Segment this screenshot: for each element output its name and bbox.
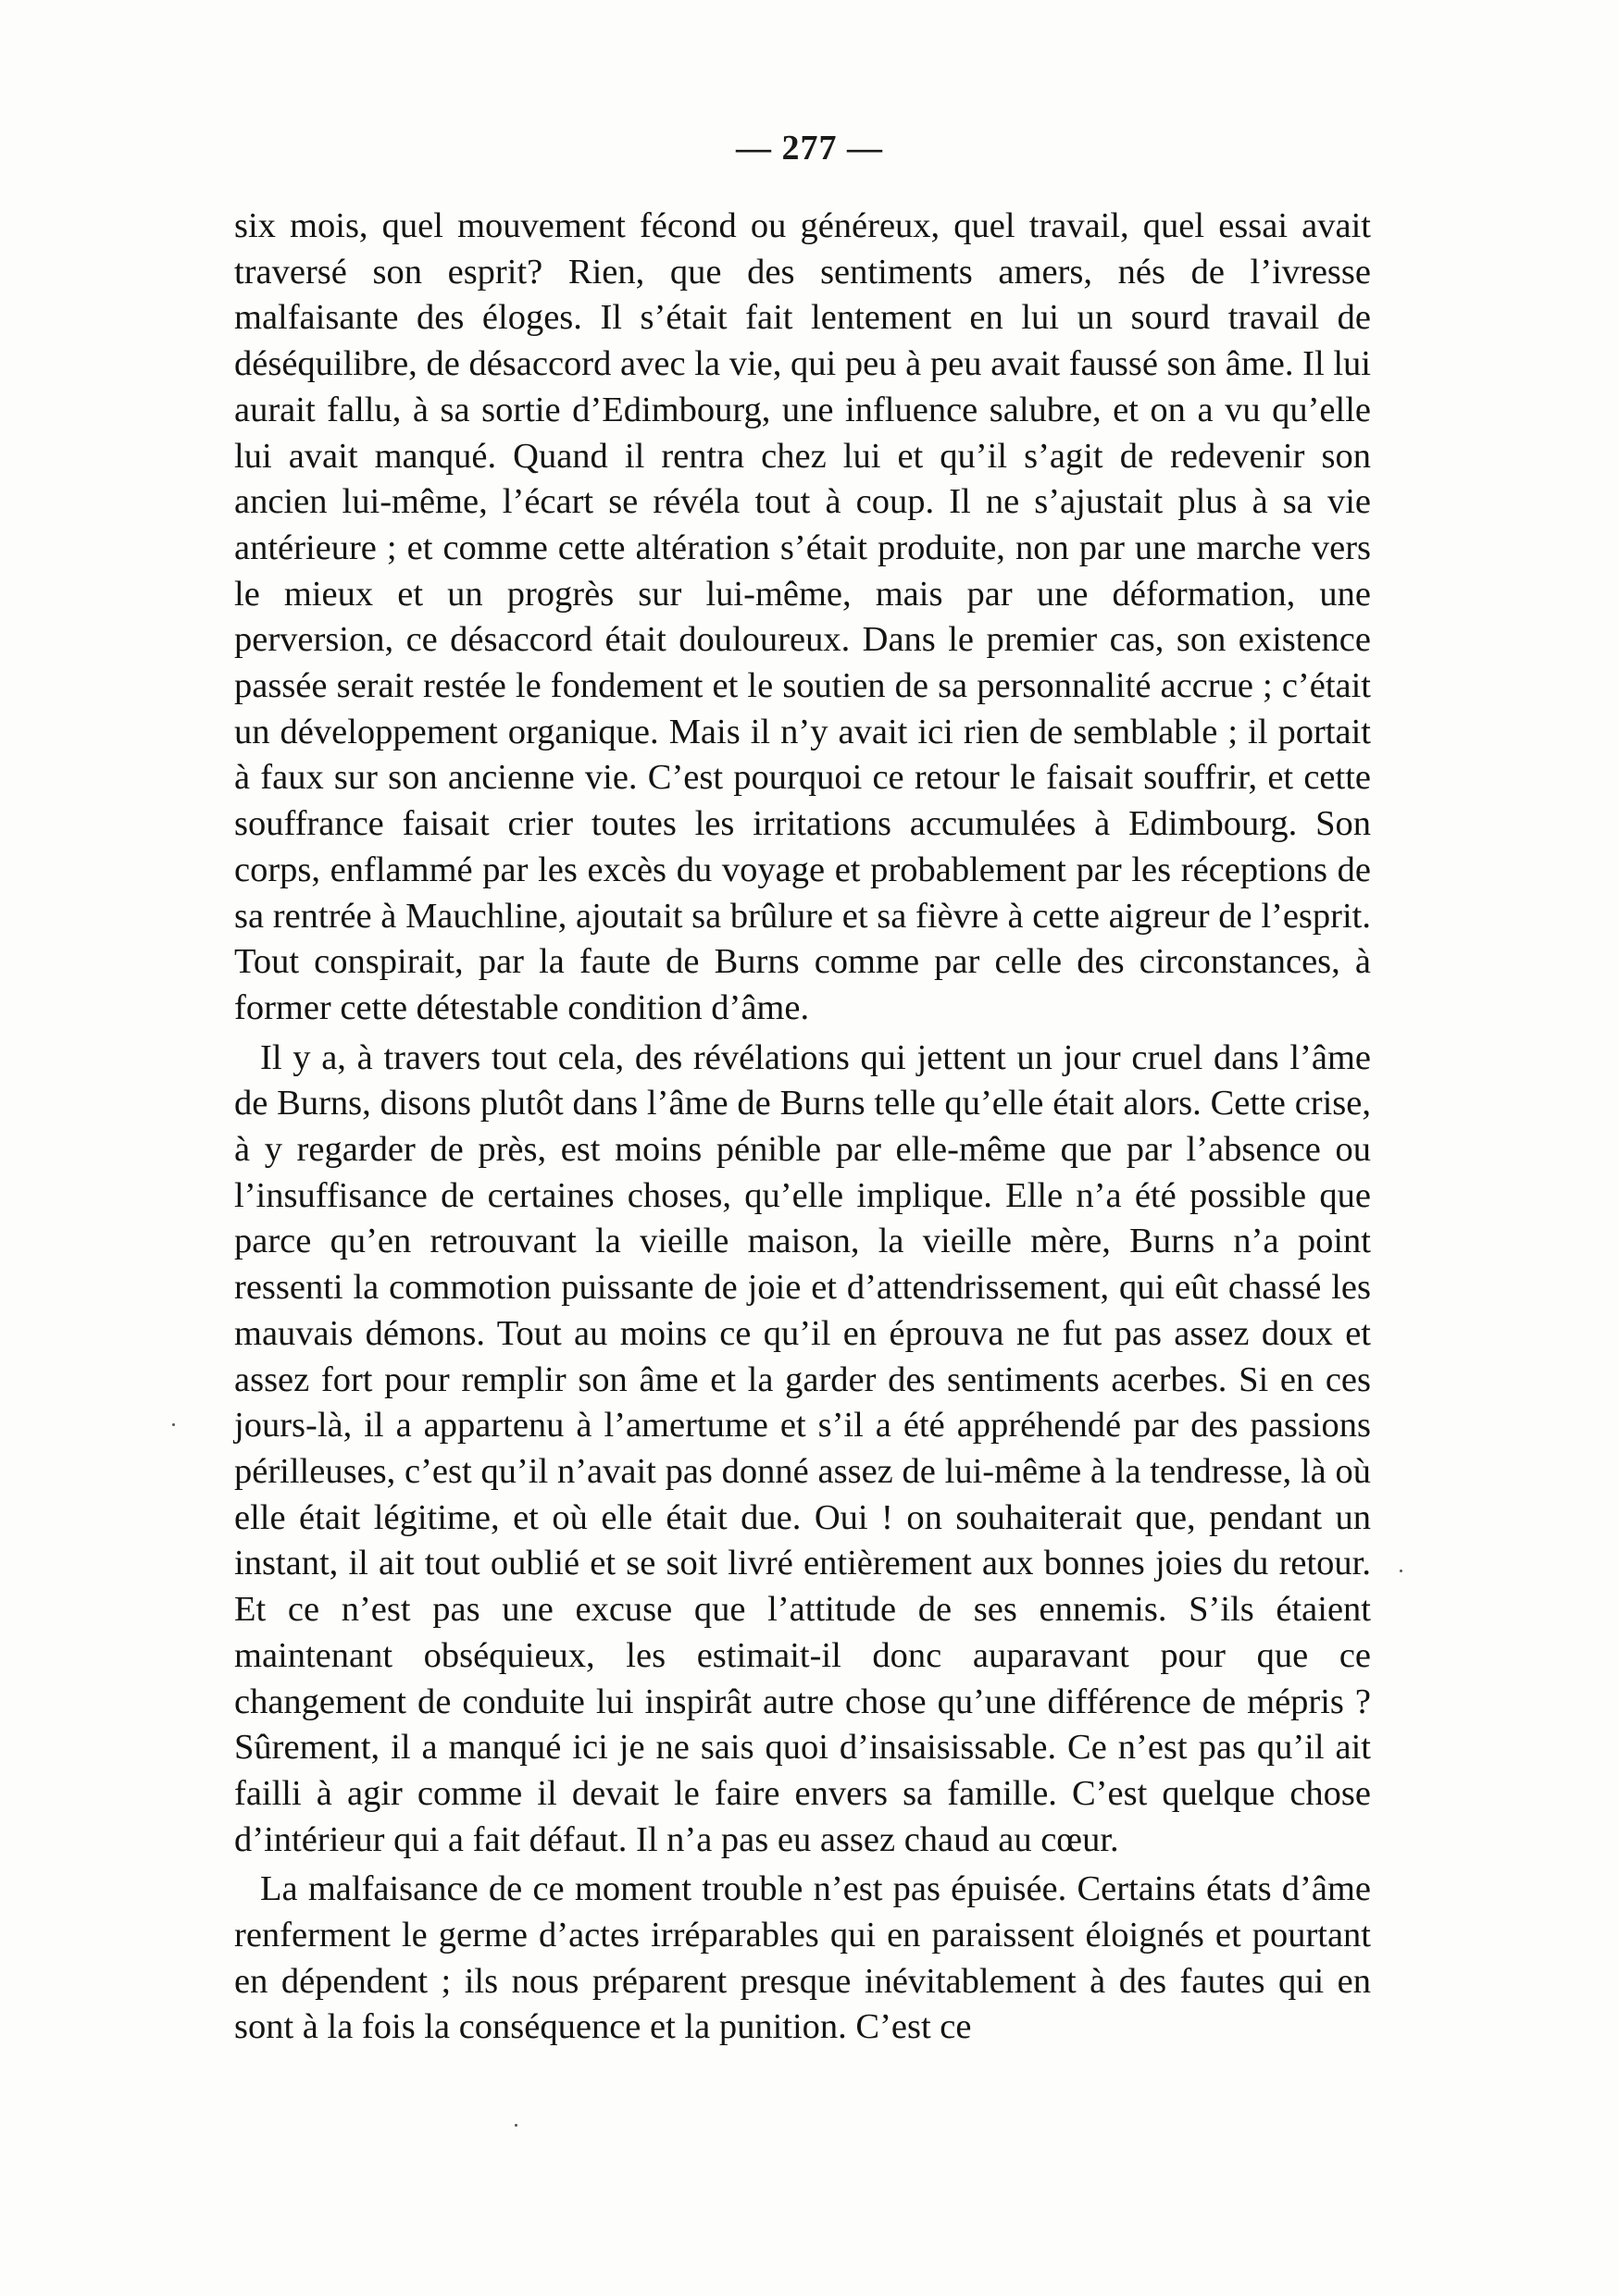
- page-number: — 277 —: [736, 129, 883, 168]
- paragraph-2: Il y a, à travers tout cela, des révélations qui jettent un jour cruel dans l’âme de Burns, disons plutôt dans l’âme de Burns telle qu’elle était alors. Cette crise, à y regarder de près, est moins pénible par elle-même que par l’absence ou l’insuffisance de certaines choses, qu’elle implique. Elle n’a été possible que parce qu’en retrouvant la vieille maison, la vieille mère, Burns n’a point ressenti la commotion puissante de joie et d’attendrissement, qui eût chassé les mauvais démons. Tout au moins ce qu’il en éprouva ne fut pas assez doux et assez fort pour remplir son âme et la garder des sentiments acerbes. Si en ces jours-là, il a appartenu à l’amertume et s’il a été appréhendé par des passions périlleuses, c’est qu’il n’avait pas donné assez de lui-même à la tendresse, là où elle était légitime, et où elle était due. Oui ! on souhaiterait que, pendant un instant, il ait tout oublié et se soit livré entièrement aux bonnes joies du retour. Et ce n’est pas une excuse que l’attitude de ses ennemis. S’ils étaient maintenant obséquieux, les estimait-il donc auparavant pour que ce changement de conduite lui inspirât autre chose qu’une différence de mépris ? Sûrement, il a manqué ici je ne sais quoi d’insaisissable. Ce n’est pas qu’il ait failli à agir comme il devait le faire envers sa famille. C’est quelque chose d’intérieur qui a fait défaut. Il n’a pas eu assez chaud au cœur.: [234, 1037, 1371, 1859]
- paragraph-1: six mois, quel mouvement fécond ou généreux, quel travail, quel essai avait traversé son esprit? Rien, que des sentiments amers, nés de l’ivresse malfaisante des éloges. Il s’était fait lentement en lui un sourd travail de déséquilibre, de désaccord avec la vie, qui peu à peu avait faussé son âme. Il lui aurait fallu, à sa sortie d’Edimbourg, une influence salubre, et on a vu qu’elle lui avait manqué. Quand il rentra chez lui et qu’il s’agit de redevenir son ancien lui-même, l’écart se révéla tout à coup. Il ne s’ajustait plus à sa vie antérieure ; et comme cette altération s’était produite, non par une marche vers le mieux et un progrès sur lui-même, mais par une déformation, une perversion, ce désaccord était douloureux. Dans le premier cas, son existence passée serait restée le fondement et le soutien de sa personnalité accrue ; c’était un développement organique. Mais il n’y avait ici rien de semblable ; il portait à faux sur son ancienne vie. C’est pourquoi ce retour le faisait souffrir, et cette souffrance faisait crier toutes les irritations accumulées à Edimbourg. Son corps, enflammé par les excès du voyage et probablement par les réceptions de sa rentrée à Mauchline, ajoutait sa brûlure et sa fièvre à cette aigreur de l’esprit. Tout conspirait, par la faute de Burns comme par celle des circonstances, à former cette détestable condition d’âme.: [234, 206, 1371, 1027]
- paragraph-3: La malfaisance de ce moment trouble n’est pas épuisée. Certains états d’âme renferment le germe d’actes irréparables qui en paraissent éloignés et pourtant en dépendent ; ils nous préparent presque inévitablement à des fautes qui en sont à la fois la conséquence et la punition. C’est ce: [234, 1869, 1371, 2047]
- scan-speck: [172, 1423, 175, 1426]
- scan-speck: [1400, 1570, 1402, 1572]
- body-text: [234, 204, 1371, 2051]
- scan-speck: [515, 2124, 517, 2127]
